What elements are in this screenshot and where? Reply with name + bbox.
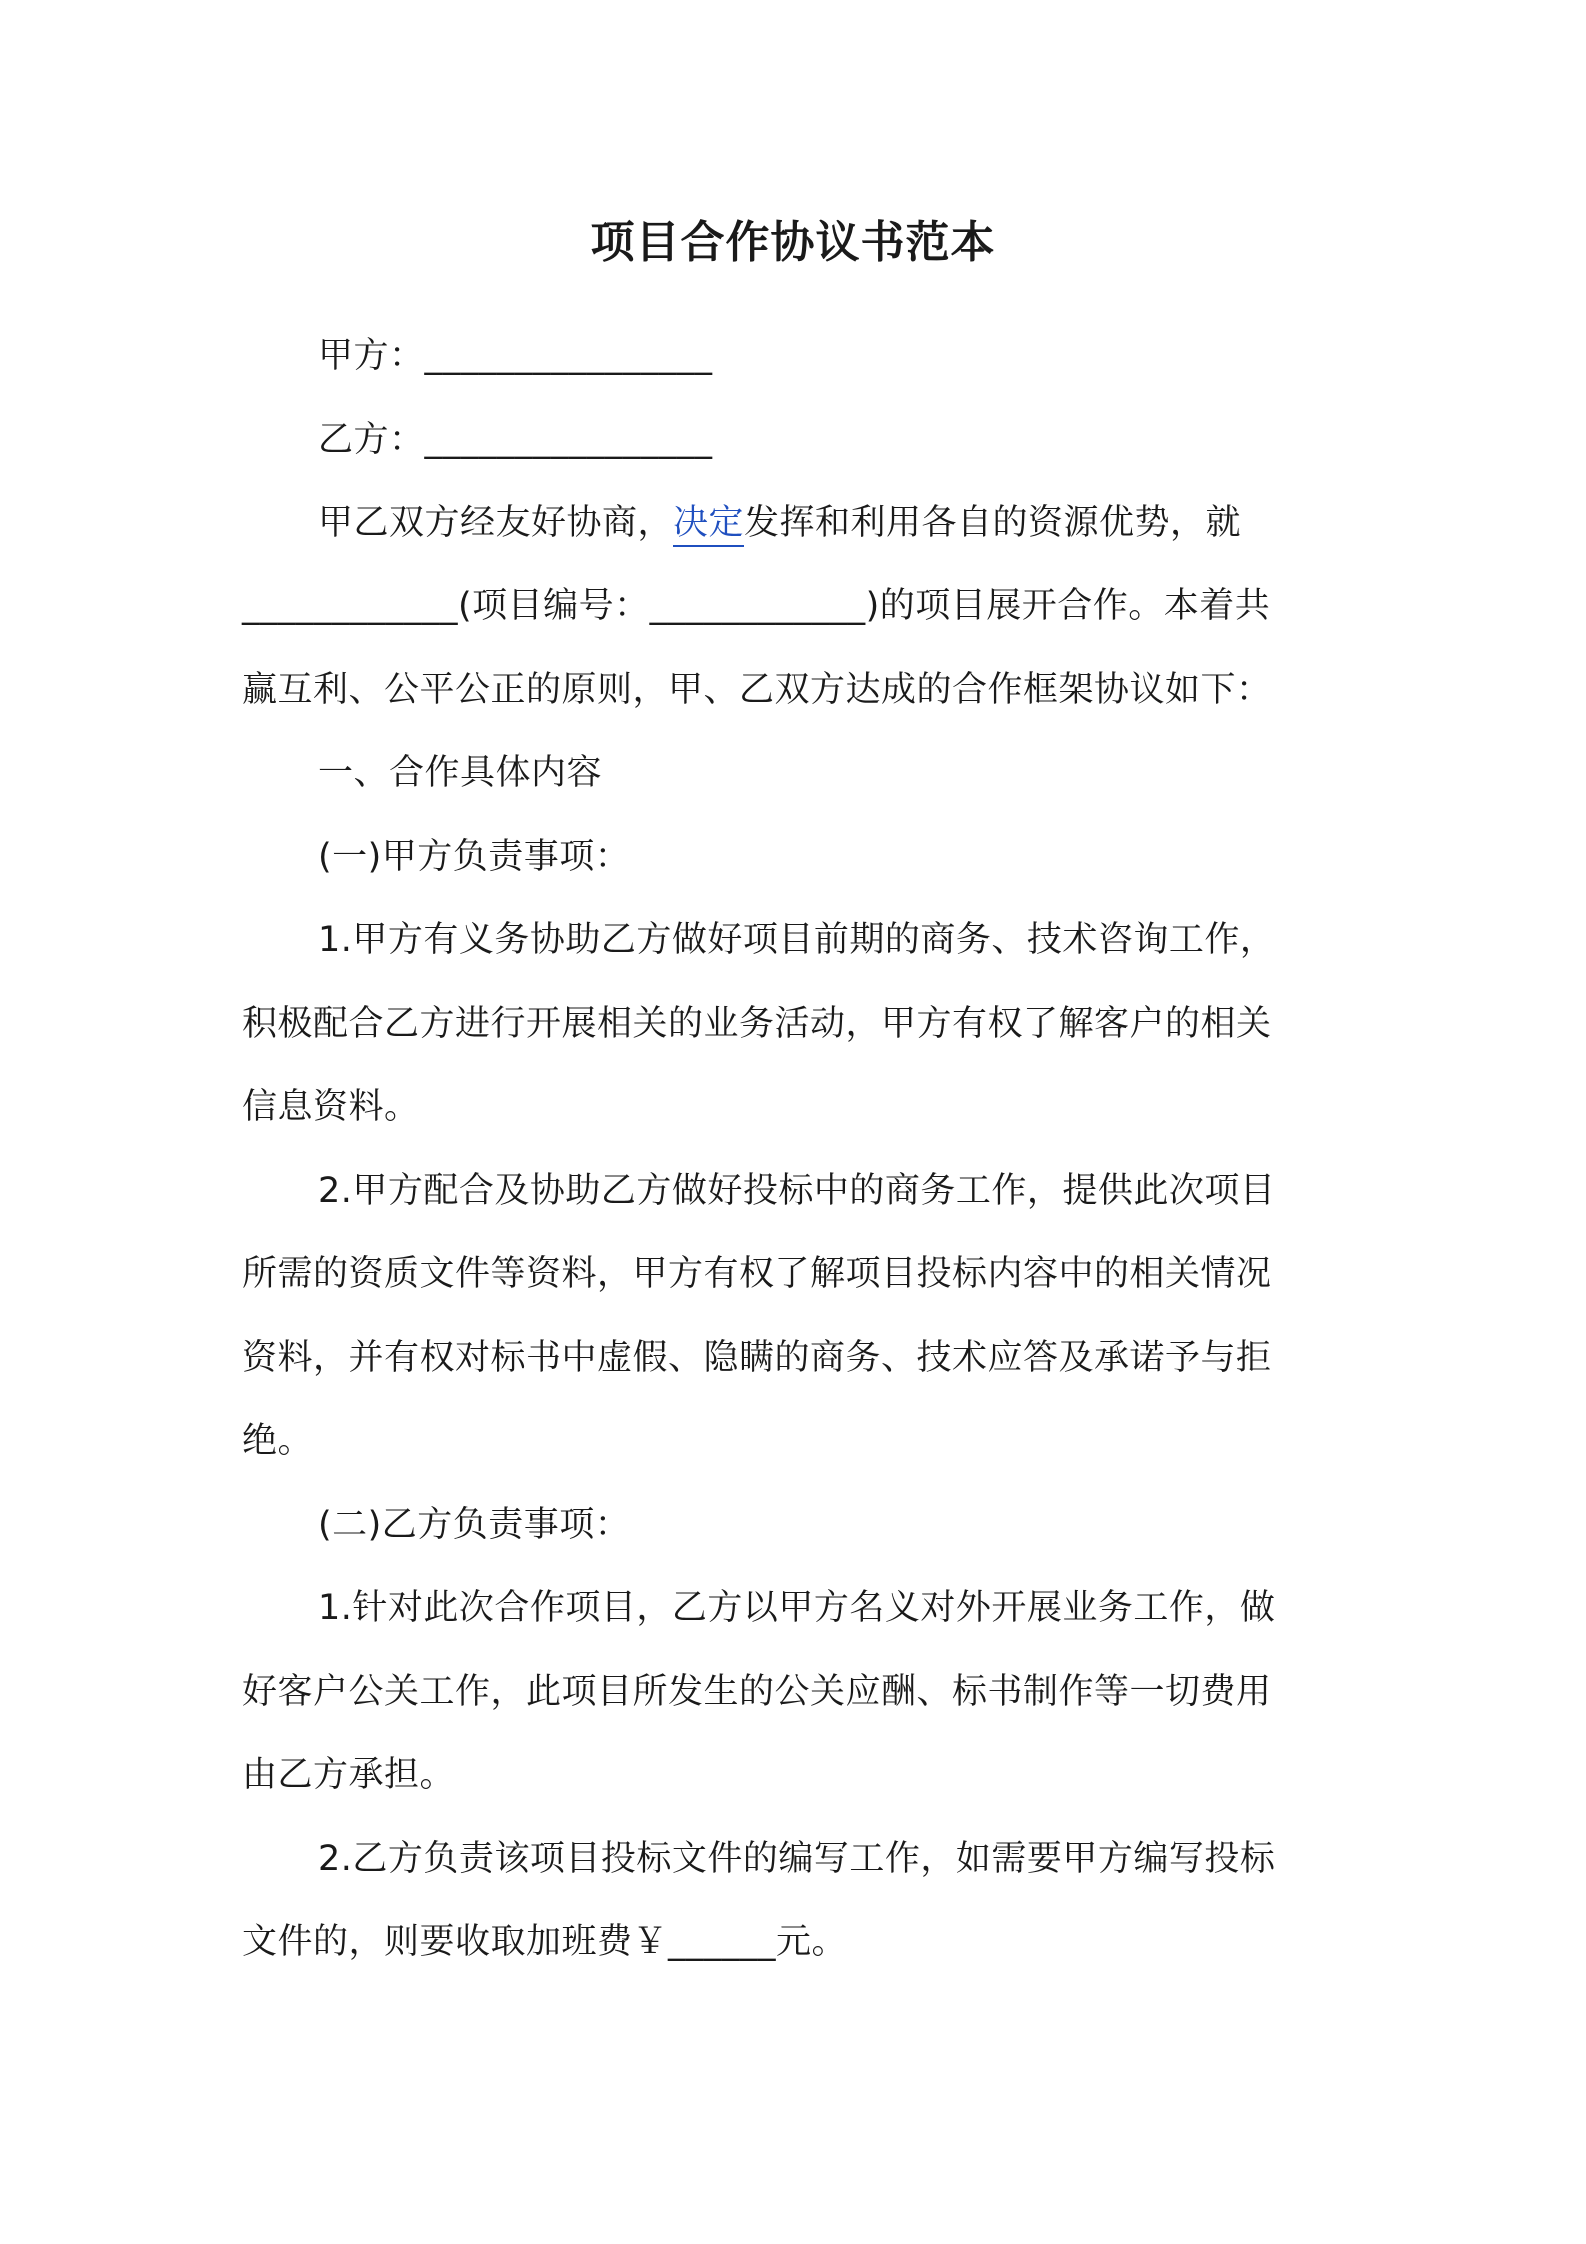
a2-line-3: 资料，并有权对标书中虚假、隐瞒的商务、技术应答及承诺予与拒	[242, 1338, 1272, 1378]
a2-line-1: 2.甲方配合及协助乙方做好投标中的商务工作，提供此次项目	[318, 1171, 1276, 1211]
b1-line-2: 好客户公关工作，此项目所发生的公关应酬、标书制作等一切费用	[242, 1672, 1272, 1712]
section-heading-1: 一、合作具体内容	[318, 753, 603, 793]
a1-line-3: 信息资料。	[242, 1087, 420, 1127]
subsection-heading-party-b: (二)乙方负责事项：	[318, 1505, 631, 1545]
a1-line-2: 积极配合乙方进行开展相关的业务活动，甲方有权了解客户的相关	[242, 1004, 1272, 1044]
subsection-heading-party-a: (一)甲方负责事项：	[318, 837, 631, 877]
a2-line-4: 绝。	[242, 1421, 314, 1461]
intro-line-1	[318, 495, 1241, 551]
b1-line-3: 由乙方承担。	[242, 1755, 456, 1795]
b2-line-1: 2.乙方负责该项目投标文件的编写工作，如需要甲方编写投标	[318, 1839, 1276, 1879]
intro-line-2: ____________(项目编号：____________)的项目展开合作。本着共	[242, 586, 1271, 626]
a2-line-2: 所需的资质文件等资料，甲方有权了解项目投标内容中的相关情况	[242, 1254, 1272, 1294]
party-a-line: 甲方：________________	[318, 336, 713, 376]
document-title: 项目合作协议书范本	[590, 217, 996, 268]
intro-text-post: 发挥和利用各自的资源优势，就	[744, 503, 1242, 543]
intro-text-pre: 甲乙双方经友好协商，	[318, 503, 674, 543]
b1-line-1: 1.针对此次合作项目，乙方以甲方名义对外开展业务工作，做	[318, 1588, 1276, 1628]
decide-link[interactable]: 决定	[673, 503, 744, 547]
b2-line-2: 文件的，则要收取加班费￥______元。	[242, 1922, 848, 1962]
intro-line-3: 赢互利、公平公正的原则，甲、乙双方达成的合作框架协议如下：	[242, 670, 1272, 710]
party-b-line: 乙方：________________	[318, 420, 713, 460]
a1-line-1: 1.甲方有义务协助乙方做好项目前期的商务、技术咨询工作，	[318, 920, 1276, 960]
